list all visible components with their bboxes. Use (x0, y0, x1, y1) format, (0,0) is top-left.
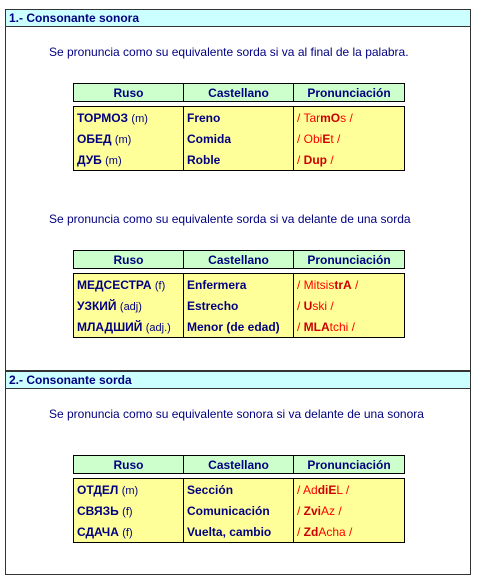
pronunciation-segment: / Mitsis (297, 277, 335, 292)
pronunciation-segment: / (297, 503, 304, 518)
pronunciation-segment: Dup (303, 152, 327, 167)
table-header-row (74, 456, 405, 474)
russian-word-cell (74, 274, 184, 296)
pronunciation-segment: Zvi (303, 503, 322, 518)
table-row (74, 149, 405, 171)
spanish-translation: Comunicación (184, 500, 294, 521)
russian-word: УЗКИЙ (77, 298, 117, 313)
column-header-castellano: Castellano (184, 456, 294, 474)
pronunciation-cell (294, 274, 405, 296)
pronunciation-cell (294, 500, 405, 521)
grammar-tag: (m) (131, 112, 148, 125)
russian-word: МЕДСЕСТРА (77, 277, 152, 292)
rule-sentence: Se pronuncia como su equivalente sonora si va delante de una sonora (49, 407, 424, 421)
table-row (74, 107, 405, 129)
grammar-tag: (f) (122, 505, 133, 518)
pronunciation-segment: / (351, 277, 359, 292)
vocab-table (73, 455, 405, 543)
vocab-table (73, 250, 405, 338)
spanish-translation: Vuelta, cambio (184, 521, 294, 543)
pronunciation-segment: / (297, 152, 304, 167)
pronunciation-cell (294, 521, 405, 543)
section-heading: 2.- Consonante sorda (5, 371, 471, 389)
pronunciation-segment: cha / (326, 524, 353, 539)
table-row (74, 521, 405, 543)
table-row (74, 479, 405, 501)
spanish-translation: Menor (de edad) (184, 316, 294, 338)
column-header-ruso: Ruso (74, 251, 184, 269)
russian-word: СДАЧА (77, 524, 119, 539)
russian-word-cell (74, 149, 184, 171)
russian-word-cell (74, 500, 184, 521)
russian-word: ТОРМОЗ (77, 110, 129, 125)
pronunciation-segment: Zd (303, 524, 319, 539)
pronunciation-segment: Az / (321, 503, 342, 518)
pronunciation-segment: L / (336, 482, 350, 497)
pronunciation-cell (294, 479, 405, 501)
pronunciation-cell (294, 128, 405, 149)
russian-word-cell (74, 107, 184, 129)
pronunciation-segment: A (318, 524, 327, 539)
column-header-castellano: Castellano (184, 251, 294, 269)
pronunciation-segment: / (297, 524, 304, 539)
grammar-tag: (f) (154, 279, 166, 292)
pronunciation-cell (294, 295, 405, 316)
spanish-translation: Roble (184, 149, 294, 171)
vocab-table (73, 83, 405, 171)
russian-word: ОТДЕЛ (77, 482, 119, 497)
pronunciation-cell (294, 149, 405, 171)
pronunciation-segment: ski / (312, 298, 334, 313)
column-header-castellano: Castellano (184, 84, 294, 102)
pronunciation-segment: / Ad (297, 482, 318, 497)
pronunciation-segment: E (322, 131, 331, 146)
russian-word: МЛАДШИЙ (77, 319, 143, 334)
column-header-pronunciacion: Pronunciación (294, 456, 405, 474)
pronunciation-segment: / Obi (297, 131, 323, 146)
russian-word: ДУБ (77, 152, 102, 167)
grammar-tag: (adj.) (145, 321, 171, 334)
pronunciation-segment: tchi / (329, 319, 356, 334)
rule-sentence: Se pronuncia como su equivalente sorda si va al final de la palabra. (49, 45, 409, 59)
rule-sentence: Se pronuncia como su equivalente sorda si va delante de una sorda (49, 212, 411, 226)
pronunciation-segment: diE (317, 482, 337, 497)
table-row (74, 295, 405, 316)
column-header-ruso: Ruso (74, 84, 184, 102)
section-heading: 1.- Consonante sonora (5, 9, 471, 27)
russian-word-cell (74, 128, 184, 149)
russian-word: ОБЕД (77, 131, 112, 146)
pronunciation-segment: / (327, 152, 334, 167)
table-header-row (74, 84, 405, 102)
grammar-tag: (f) (122, 526, 133, 539)
table-row (74, 500, 405, 521)
grammar-tag: (m) (105, 154, 122, 167)
table-row (74, 128, 405, 149)
pronunciation-cell (294, 316, 405, 338)
grammar-tag: (adj) (119, 300, 142, 313)
grammar-tag: (m) (114, 133, 132, 146)
pronunciation-segment: U (303, 298, 313, 313)
pronunciation-segment: / Tar (297, 110, 321, 125)
column-header-pronunciacion: Pronunciación (294, 251, 405, 269)
column-header-pronunciacion: Pronunciación (294, 84, 405, 102)
pronunciation-segment: / (297, 319, 304, 334)
spanish-translation: Estrecho (184, 295, 294, 316)
russian-word-cell (74, 521, 184, 543)
table-header-row (74, 251, 405, 269)
column-header-ruso: Ruso (74, 456, 184, 474)
table-row (74, 316, 405, 338)
spanish-translation: Sección (184, 479, 294, 501)
russian-word-cell (74, 295, 184, 316)
pronunciation-segment: s / (340, 110, 353, 125)
grammar-tag: (m) (121, 484, 139, 497)
table-row (74, 274, 405, 296)
pronunciation-segment: MLA (303, 319, 330, 334)
pronunciation-cell (294, 107, 405, 129)
russian-word: СВЯЗЬ (77, 503, 119, 518)
russian-word-cell (74, 479, 184, 501)
pronunciation-segment: mO (320, 110, 341, 125)
spanish-translation: Enfermera (184, 274, 294, 296)
pronunciation-segment: t / (330, 131, 341, 146)
spanish-translation: Comida (184, 128, 294, 149)
pronunciation-segment: / (297, 298, 304, 313)
spanish-translation: Freno (184, 107, 294, 129)
russian-word-cell (74, 316, 184, 338)
pronunciation-segment: trA (334, 277, 352, 292)
